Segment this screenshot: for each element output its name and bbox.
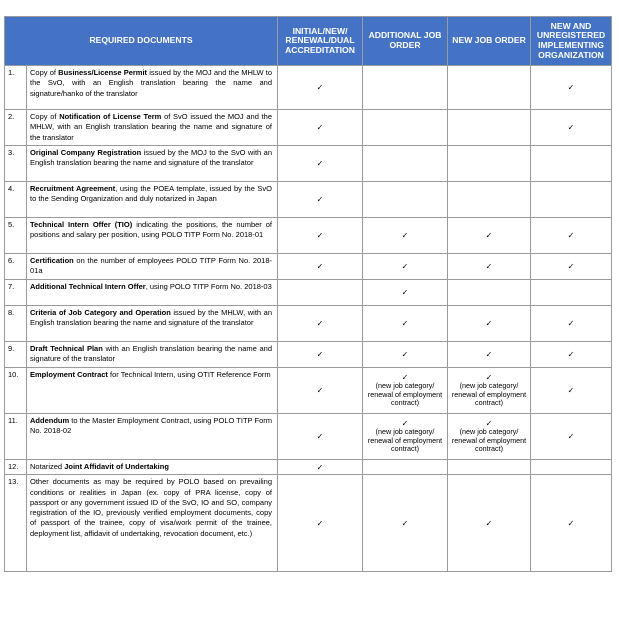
requirement-cell-new-job <box>448 146 531 182</box>
requirement-cell-unregistered <box>531 460 612 475</box>
requirement-cell-additional <box>363 306 448 342</box>
requirement-cell-unregistered <box>531 306 612 342</box>
table-header <box>5 17 612 66</box>
document-name: Original Company Registration <box>30 148 142 157</box>
requirement-cell-additional <box>363 368 448 414</box>
check-icon: ✓ <box>485 419 493 429</box>
table-row <box>5 110 612 146</box>
requirement-cell-initial <box>278 368 363 414</box>
check-icon: ✓ <box>316 83 324 92</box>
document-name: Notification of License Term <box>59 112 162 121</box>
requirement-cell-new-job <box>448 306 531 342</box>
requirement-cell-initial <box>278 342 363 368</box>
document-name: Certification <box>30 256 74 265</box>
document-text: on the number of employees POLO TITP Form No. 2018-01a <box>30 256 273 276</box>
document-description <box>27 306 278 342</box>
requirement-cell-additional <box>363 254 448 280</box>
check-icon: ✓ <box>316 386 324 395</box>
document-name: Business/License Permit <box>58 68 148 77</box>
requirement-note: (new job category/ renewal of employment contract) <box>451 381 527 408</box>
requirement-cell-new-job <box>448 460 531 475</box>
requirement-cell-unregistered <box>531 182 612 218</box>
requirement-cell-initial <box>278 414 363 460</box>
check-icon: ✓ <box>401 319 409 328</box>
requirement-cell-initial <box>278 182 363 218</box>
document-description <box>27 460 278 475</box>
requirement-cell-additional <box>363 66 448 110</box>
document-text: of SvO issued the MOJ and the MHLW, with an English translation bearing the name and signature of the translator <box>30 112 273 142</box>
check-icon: ✓ <box>485 231 493 240</box>
table-row <box>5 254 612 280</box>
document-text: to the Master Employment Contract, using POLO TITP Form No. 2018-02 <box>30 416 273 436</box>
document-text: issued by the MHLW, with an English translation bearing the name and signature of the translator <box>30 308 272 328</box>
requirement-cell-new-job <box>448 218 531 254</box>
check-icon: ✓ <box>316 518 324 528</box>
header-new-unregistered-io: NEW AND UNREGISTERED IMPLEMENTING ORGANIZATION <box>531 17 612 66</box>
requirement-cell-unregistered <box>531 342 612 368</box>
requirement-cell-unregistered <box>531 475 612 572</box>
requirement-cell-new-job <box>448 182 531 218</box>
row-number: 5. <box>5 218 27 254</box>
document-description <box>27 110 278 146</box>
requirement-cell-unregistered <box>531 254 612 280</box>
requirement-cell-additional <box>363 110 448 146</box>
requirement-cell-initial <box>278 460 363 475</box>
document-name: Addendum <box>30 416 70 425</box>
document-name: Employment Contract <box>30 370 108 379</box>
row-number: 10. <box>5 368 27 414</box>
document-text: issued by the MOJ and the MHLW to the SvO, with an English translation bearing the name and signature/hanko of the translator <box>30 68 273 98</box>
check-icon: ✓ <box>316 159 324 168</box>
check-icon: ✓ <box>316 432 324 441</box>
header-required-documents: REQUIRED DOCUMENTS <box>5 17 278 66</box>
document-text: with an English translation bearing the name and signature of the translator <box>30 344 273 364</box>
requirement-cell-additional <box>363 280 448 306</box>
required-documents-table <box>4 16 612 572</box>
check-icon: ✓ <box>485 373 493 383</box>
requirement-cell-new-job <box>448 368 531 414</box>
requirement-cell-initial <box>278 475 363 572</box>
document-text: for Technical Intern, using OTIT Reference Form <box>107 370 271 379</box>
row-number: 7. <box>5 280 27 306</box>
document-text: Notarized <box>30 462 65 471</box>
requirement-cell-initial <box>278 146 363 182</box>
document-description <box>27 280 278 306</box>
document-text: indicating the positions, the number of positions and salary per position, using POLO TITP Form No. 2018-01 <box>30 220 273 240</box>
document-name: Draft Technical Plan <box>30 344 103 353</box>
requirement-cell-new-job <box>448 342 531 368</box>
document-description <box>27 146 278 182</box>
document-name: Technical Intern Offer (TIO) <box>30 220 133 229</box>
check-icon: ✓ <box>485 350 493 359</box>
row-number: 4. <box>5 182 27 218</box>
document-description <box>27 368 278 414</box>
table-row <box>5 475 612 572</box>
check-icon: ✓ <box>567 386 575 395</box>
check-icon: ✓ <box>316 319 324 328</box>
table-row <box>5 146 612 182</box>
row-number: 12. <box>5 460 27 475</box>
document-description <box>27 218 278 254</box>
row-number: 3. <box>5 146 27 182</box>
row-number: 1. <box>5 66 27 110</box>
requirement-cell-additional <box>363 146 448 182</box>
table-row <box>5 342 612 368</box>
table-row <box>5 306 612 342</box>
requirement-cell-initial <box>278 218 363 254</box>
table-row <box>5 280 612 306</box>
check-icon: ✓ <box>316 462 324 472</box>
requirement-note: (new job category/ renewal of employment contract) <box>451 427 527 454</box>
table-row <box>5 460 612 475</box>
check-icon: ✓ <box>401 262 409 271</box>
document-name: Criteria of Job Category and Operation <box>30 308 171 317</box>
header-additional-job-order: ADDITIONAL JOB ORDER <box>363 17 448 66</box>
document-name: Joint Affidavit of Undertaking <box>64 462 169 471</box>
document-text: Copy of <box>30 68 59 77</box>
requirement-cell-initial <box>278 110 363 146</box>
check-icon: ✓ <box>316 123 324 132</box>
header-initial-accreditation: INITIAL/NEW/ RENEWAL/DUAL ACCREDITATION <box>278 17 363 66</box>
check-icon: ✓ <box>567 83 575 92</box>
requirement-cell-new-job <box>448 254 531 280</box>
check-icon: ✓ <box>316 350 324 359</box>
requirement-cell-additional <box>363 182 448 218</box>
requirement-cell-additional <box>363 460 448 475</box>
check-icon: ✓ <box>567 350 575 359</box>
requirement-note: (new job category/ renewal of employment contract) <box>367 427 443 454</box>
table-row <box>5 368 612 414</box>
check-icon: ✓ <box>401 419 409 429</box>
document-description <box>27 342 278 368</box>
row-number: 9. <box>5 342 27 368</box>
requirement-cell-unregistered <box>531 110 612 146</box>
document-description <box>27 66 278 110</box>
row-number: 13. <box>5 475 27 572</box>
check-icon: ✓ <box>316 262 324 271</box>
check-icon: ✓ <box>316 231 324 240</box>
check-icon: ✓ <box>567 518 575 528</box>
table-body <box>5 66 612 572</box>
document-text: , using the POEA template, issued by the SvO to the Sending Organization and duly notarized in Japan <box>30 184 273 204</box>
check-icon: ✓ <box>401 288 409 297</box>
requirement-cell-new-job <box>448 414 531 460</box>
requirement-cell-new-job <box>448 475 531 572</box>
requirement-cell-new-job <box>448 110 531 146</box>
check-icon: ✓ <box>567 432 575 441</box>
requirement-cell-additional <box>363 475 448 572</box>
row-number: 11. <box>5 414 27 460</box>
check-icon: ✓ <box>401 518 409 528</box>
check-icon: ✓ <box>401 373 409 383</box>
table-row <box>5 414 612 460</box>
document-text: , using POLO TITP Form No. 2018-03 <box>145 282 272 291</box>
header-new-job-order: NEW JOB ORDER <box>448 17 531 66</box>
check-icon: ✓ <box>485 262 493 271</box>
requirement-cell-additional <box>363 342 448 368</box>
check-icon: ✓ <box>567 319 575 328</box>
requirement-cell-unregistered <box>531 66 612 110</box>
requirement-note: (new job category/ renewal of employment contract) <box>367 381 443 408</box>
check-icon: ✓ <box>485 319 493 328</box>
requirement-cell-initial <box>278 254 363 280</box>
document-text: issued by the MOJ to the SvO with an English translation bearing the name and signature of the translator <box>30 148 273 168</box>
document-text: Copy of <box>30 112 60 121</box>
requirement-cell-initial <box>278 66 363 110</box>
document-description <box>27 414 278 460</box>
row-number: 6. <box>5 254 27 280</box>
document-name: Additional Technical Intern Offer <box>30 282 146 291</box>
requirement-cell-unregistered <box>531 146 612 182</box>
table-row <box>5 66 612 110</box>
requirement-cell-additional <box>363 414 448 460</box>
requirement-cell-new-job <box>448 66 531 110</box>
requirement-cell-additional <box>363 218 448 254</box>
row-number: 8. <box>5 306 27 342</box>
document-description <box>27 475 278 572</box>
row-number: 2. <box>5 110 27 146</box>
requirement-cell-initial <box>278 306 363 342</box>
check-icon: ✓ <box>567 123 575 132</box>
check-icon: ✓ <box>485 518 493 528</box>
requirement-cell-initial <box>278 280 363 306</box>
requirement-cell-unregistered <box>531 218 612 254</box>
check-icon: ✓ <box>567 231 575 240</box>
requirement-cell-unregistered <box>531 414 612 460</box>
document-description <box>27 182 278 218</box>
document-name: Recruitment Agreement <box>30 184 116 193</box>
check-icon: ✓ <box>401 350 409 359</box>
document-text: Other documents as may be required by POLO based on prevailing conditions or realities in Japan (ex. copy of PRA license, copy of passport or any government issued ID of the SvO, IO and SO, company registration of the IO, previously verified employment documents, copy of passport of the trainee, copy of visa/work permit of the trainee, deployment list, affidavit of undertaking, revocation document, etc.) <box>30 477 273 538</box>
check-icon: ✓ <box>567 262 575 271</box>
document-description <box>27 254 278 280</box>
check-icon: ✓ <box>316 195 324 204</box>
check-icon: ✓ <box>401 231 409 240</box>
table-row <box>5 218 612 254</box>
table-row <box>5 182 612 218</box>
requirement-cell-unregistered <box>531 368 612 414</box>
requirement-cell-unregistered <box>531 280 612 306</box>
requirement-cell-new-job <box>448 280 531 306</box>
